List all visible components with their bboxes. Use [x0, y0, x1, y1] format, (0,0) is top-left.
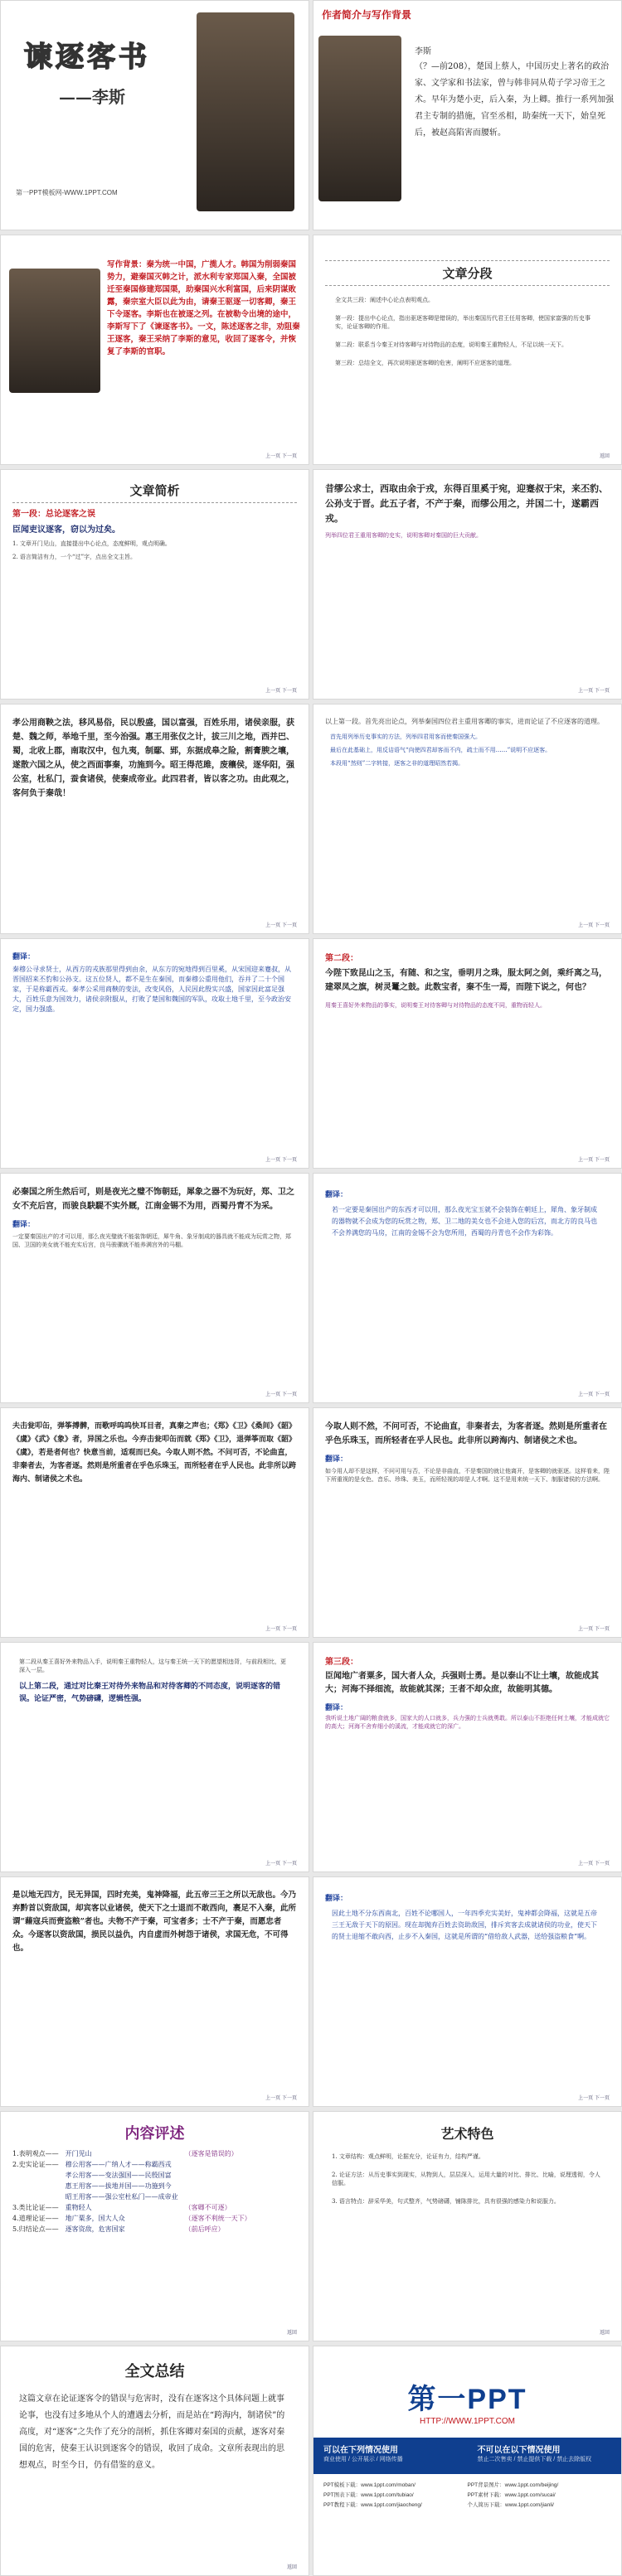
summary-text: 以上第一段。首先亮出论点，列举秦国四位君主重用客卿的事实，进而论证了不应逐客的道理。 [325, 718, 604, 725]
divider [12, 502, 297, 503]
page-nav[interactable]: 上一页 下一页 [265, 453, 297, 459]
slide-summary[interactable] [0, 2346, 309, 2576]
allowed-title: 可以在下列情况使用 [323, 2446, 398, 2455]
review-row [9, 2213, 255, 2224]
classic-text: 今陛下致昆山之玉，有随、和之宝，垂明月之珠，服太阿之剑，乘纤离之马，建翠凤之旗，树灵鼍之鼓。此数宝者，秦不生一焉，而陛下说之，何也？ [325, 969, 607, 992]
translation-label: 翻译： [325, 1191, 348, 1199]
slide-artistic-features[interactable] [313, 2111, 622, 2341]
translation-label: 翻译： [325, 1704, 348, 1712]
division-item: 第三段：总结全文，再次说明驱逐客卿的危害，阐明不应逐客的道理。 [335, 360, 515, 366]
page-nav[interactable]: 上一页 下一页 [578, 1157, 610, 1163]
resource-link[interactable]: PPT图表下载：www.1ppt.com/tubiao/ [323, 2492, 414, 2498]
page-nav[interactable]: 上一页 下一页 [578, 1626, 610, 1632]
review-cell: （逐客是错误的） [184, 2150, 238, 2157]
translation-text: 秦穆公寻求贤士，从西方的戎族那里得到由余，从东方的宛地得到百里奚，从宋国迎来蹇叔，从晋国招来丕豹和公孙支。这五位贤人，都不是生在秦国，而秦穆公重用他们，吞并了二十个国家，于是称霸西戎。秦孝公采用商鞅的变法，改变风俗，人民因此殷实兴盛，国家因此富足强大，百姓乐意为国效力，诸侯亲附服从，打败了楚国和魏国的军队，攻取土地千里，至今政治安定，国力强盛。 [12, 966, 291, 1013]
summary-text: 第二段从秦王喜好外来物品入手，说明秦王重物轻人，这与秦王统一天下的愿望相违背，与前段相比，更深入一层。 [19, 1658, 286, 1673]
page-nav[interactable]: 上一页 下一页 [578, 922, 610, 928]
paragraph-heading: 第二段： [325, 954, 358, 963]
translation-text: 我听说土地广阔的粮食就多，国家大的人口就多，兵力强的士兵就勇敢。所以泰山不拒绝任何土壤，才能成就它的高大；河海不舍弃细小的溪流，才能成就它的深广。 [325, 1715, 610, 1730]
summary-bullet: 本段用“然则”二字转接，逐客之非的道理昭然若揭。 [330, 760, 464, 767]
allowed-item: 网络传播 [379, 2457, 403, 2462]
resource-link[interactable]: PPT教程下载：www.1ppt.com/jiaocheng/ [323, 2502, 422, 2508]
review-row [9, 2224, 255, 2235]
division-item: 全文共三段：阐述中心论点表明观点。 [335, 297, 434, 303]
author-portrait [197, 12, 294, 211]
resource-link[interactable]: PPT模板下载：www.1ppt.com/moban/ [323, 2482, 415, 2488]
divider [325, 285, 610, 286]
review-cell: 穆公用客——广纳人才——称霸西戎 [65, 2161, 172, 2168]
slide-title[interactable] [0, 0, 309, 230]
page-nav[interactable]: 返回 [286, 2330, 297, 2336]
slide-paragraph-division[interactable] [313, 235, 622, 465]
translation-text: 一定要秦国出产的才可以用，那么夜光璧就不能装饰朝廷，犀牛角、象牙制成的器具就不能成为玩赏之物，郑国、卫国的美女就不能充实后宫，良马骏骡就不能养满宫外的马棚。 [12, 1233, 291, 1248]
page-nav[interactable]: 上一页 下一页 [265, 1861, 297, 1867]
slide-translation-3[interactable] [313, 1876, 622, 2107]
page-nav[interactable]: 上一页 下一页 [265, 2095, 297, 2101]
review-cell: 昭王用客——强公室杜私门——成帝业 [65, 2193, 178, 2201]
review-cell: 1.表明观点—— [12, 2150, 59, 2157]
division-item: 第二段：联系当今秦王对待客卿与对待物品的态度，说明秦王重物轻人，不足以统一天下。 [335, 341, 567, 348]
analysis-quote: 臣闻吏议逐客，窃以为过矣。 [12, 525, 120, 535]
watermark-text: 第一PPT模板网-WWW.1PPT.COM [16, 189, 118, 196]
1ppt-logo: 第一PPT [407, 2384, 527, 2415]
forbidden-panel [468, 2438, 622, 2474]
feature-item: 1. 文章结构：观点鲜明，论据充分，论证有力，结构严谨。 [332, 2153, 484, 2160]
page-nav[interactable]: 返回 [599, 453, 610, 459]
page-nav[interactable]: 返回 [599, 2330, 610, 2336]
review-row [9, 2148, 255, 2159]
classic-text: 夫击瓮叩缶，弹筝搏髀，而歌呼呜呜快耳目者，真秦之声也；《郑》《卫》《桑间》《韶》《虞》《武》《象》者，异国之乐也。今弃击瓮叩缶而就《郑》《卫》，退弹筝而取《韶》《虞》，若是者何也？快意当前，适观而已矣。今取人则不然。不问可否，不论曲直，非秦者去，为客者逐。然则是所重者在乎色乐珠玉，而所轻者在乎人民也。此非所以跨海内、制诸侯之术也。 [12, 1422, 297, 1484]
review-cell: （逐客不利统一天下） [184, 2215, 251, 2222]
slide-paragraph-3[interactable] [313, 1642, 622, 1872]
review-tree [9, 2148, 255, 2235]
slide-content-review[interactable] [0, 2111, 309, 2341]
allowed-item: 公开展示 [351, 2457, 375, 2462]
slide-translation-1[interactable] [0, 938, 309, 1169]
page-nav[interactable]: 上一页 下一页 [265, 922, 297, 928]
summary-highlight: 以上第二段，通过对比秦王对待外来物品和对待客卿的不同态度，说明逐客的错误。论证严密，气势磅礴，逻辑性强。 [19, 1683, 281, 1703]
review-cell: 5.归结论点—— [12, 2225, 59, 2233]
page-nav[interactable]: 上一页 下一页 [265, 1626, 297, 1632]
review-cell: （前后呼应） [184, 2225, 225, 2233]
review-cell: 4.道理论证—— [12, 2215, 59, 2222]
author-bio: （？—前208），楚国上蔡人，中国历史上著名的政治家、文学家和书法家，曾与韩非同从荀子学习帝王之术。早年为楚小吏，后入秦，为上卿。推行一系列加强君主专制的措施，官至丞相，助秦统一天下，始皇死后，被赵高陷害而腰斩。 [415, 62, 614, 138]
author-portrait [9, 269, 100, 393]
slide-analysis-2[interactable] [313, 469, 622, 700]
slide-analysis-3[interactable] [0, 704, 309, 934]
analysis-note: 用秦王喜好外来物品的事实，说明秦王对待客卿与对待物品的态度不同，重物而轻人。 [325, 1002, 546, 1009]
translation-label: 翻译： [325, 1455, 348, 1464]
slide-title-heading: 谏逐客书 [24, 41, 150, 74]
slide-paragraph-2[interactable] [313, 938, 622, 1169]
translation-text: 因此土地不分东西南北，百姓不论哪国人，一年四季充实美好，鬼神都会降福，这就是五帝三王无敌于天下的原因。现在却抛弃百姓去资助敌国，排斥宾客去成就诸侯的功业，使天下的贤士退缩不敢向西，止步不入秦国，这就是所谓的“借给敌人武器，送给强盗粮食”啊。 [332, 1910, 597, 1940]
summary-text: 这篇文章在论证逐客令的错误与危害时，没有在逐客这个具体问题上就事论事，也没有过多地从个人的遭遇去分析，而是站在“跨海内，制诸侯”的高度，对“逐客”之失作了充分的剖析，抓住客卿对秦国的贡献，逐客对秦国的危害，使秦王认识到逐客令的错误，收回了成命。文章所表现出的思想观点，时至今日，仍有借鉴的意义。 [19, 2394, 285, 2470]
review-row [9, 2159, 255, 2170]
review-cell: 逐客资敌，危害国家 [65, 2225, 125, 2233]
section-heading: 全文总结 [124, 2363, 185, 2380]
review-cell: 孝公用客——变法强国——民殷国富 [65, 2172, 172, 2179]
review-cell [9, 2181, 62, 2191]
feature-item: 2. 论证方法：从历史事实到现实，从物到人，层层深入，运用大量的对比、排比、比喻，说理透彻，令人信服。 [332, 2172, 600, 2186]
review-cell: 3.类比论证—— [12, 2204, 59, 2211]
1ppt-url[interactable]: HTTP://WWW.1PPT.COM [420, 2417, 515, 2426]
resource-link[interactable]: PPT背景图片：www.1ppt.com/beijing/ [467, 2482, 559, 2488]
slide-paragraph-2c[interactable] [0, 1407, 309, 1638]
section-heading: 文章分段 [442, 266, 493, 281]
slide-author-background[interactable] [313, 0, 622, 230]
page-nav[interactable]: 上一页 下一页 [265, 1157, 297, 1163]
review-cell [182, 2159, 255, 2170]
forbidden-item: 禁止提供下载 [517, 2457, 552, 2462]
usage-panel [313, 2438, 621, 2474]
review-cell [182, 2191, 255, 2202]
forbidden-items: 禁止二次售卖 / 禁止提供下载 / 禁止去除版权 [477, 2457, 592, 2462]
forbidden-title: 不可以在以下情况使用 [477, 2446, 561, 2455]
divider [325, 260, 610, 261]
review-cell: 重物轻人 [65, 2204, 92, 2211]
classic-text: 昔缪公求士，西取由余于戎，东得百里奚于宛，迎蹇叔于宋，来丕豹、公孙支于晋。此五子者，不产于秦，而缪公用之，并国二十，遂霸西戎。 [325, 483, 608, 524]
review-cell [9, 2191, 62, 2202]
slide-paragraph-2b[interactable] [0, 1173, 309, 1403]
page-nav[interactable]: 上一页 下一页 [578, 1861, 610, 1867]
review-row [9, 2181, 255, 2191]
page-nav[interactable]: 上一页 下一页 [578, 2095, 610, 2101]
review-cell: 开门见山 [65, 2150, 92, 2157]
page-nav[interactable]: 上一页 下一页 [578, 688, 610, 694]
review-cell: 2.史实论证—— [12, 2161, 59, 2168]
slide-title-author: ——李斯 [59, 87, 125, 107]
section-heading: 内容评述 [124, 2125, 185, 2143]
part-label: 第一段：总论逐客之误 [12, 510, 95, 519]
section-heading: 艺术特色 [440, 2126, 494, 2142]
review-row [9, 2191, 255, 2202]
slide-paragraph-3b[interactable] [0, 1876, 309, 2107]
author-heading: 作者简介与写作背景 [322, 9, 412, 21]
allowed-item: 商业使用 [323, 2457, 347, 2462]
classic-text: 今取人则不然，不问可否，不论曲直，非秦者去，为客者逐。然则是所重者在乎色乐珠玉，而所轻者在乎人民也。此非所以跨海内、制诸侯之术也。 [325, 1422, 607, 1445]
classic-text: 是以地无四方，民无异国，四时充美，鬼神降福，此五帝三王之所以无敌也。今乃弃黔首以资敌国，却宾客以业诸侯，使天下之士退而不敢西向，裹足不入秦，此所谓“藉寇兵而赍盗粮”者也。夫物不产于秦，可宝者多；士不产于秦，而愿忠者众。今逐客以资敌国，损民以益仇，内自虚而外树怨于诸侯，求国无危，不可得也。 [12, 1891, 297, 1953]
resource-link[interactable]: 个人简历下载：www.1ppt.com/jianli/ [467, 2502, 554, 2508]
review-cell [9, 2170, 62, 2181]
page-nav[interactable]: 上一页 下一页 [265, 688, 297, 694]
allowed-items: 商业使用 / 公开展示 / 网络传播 [323, 2457, 403, 2462]
forbidden-item: 禁止二次售卖 [477, 2457, 513, 2462]
review-cell: 惠王用客——拔地并国——功施到今 [65, 2182, 172, 2190]
writing-background-text: 写作背景：秦为统一中国，广揽人才。韩国为削弱秦国势力，避秦国灭韩之计，派水利专家郑国入秦，全国被迁至秦国修建郑国渠，助秦国兴水利富国，后来阴谋败露，秦宗室大臣以此为由，请秦王驱逐一切客卿，秦王下令逐客。李斯也在被逐之列。在被勒令出境的途中，李斯写下了《谏逐客书》。一文，陈述逐客之非，劝阻秦王逐客，秦王采纳了李斯的意见，收回了逐客令，并恢复了李斯的官职。 [107, 260, 300, 356]
translation-text: 如今用人却不是这样，不问可用与否，不论是非曲直，不是秦国的就让他离开，是客卿的就驱逐。这样看来，陛下所重视的是女色、音乐、珍珠、美玉，而所轻视的却是人才啊。这不是用来统一天下、制服诸侯的方法啊。 [325, 1468, 610, 1483]
analysis-item: 2. 语言简洁有力，一个“过”字，点出全文主旨。 [12, 554, 137, 560]
review-cell [182, 2181, 255, 2191]
paragraph-heading: 第三段： [325, 1658, 358, 1667]
resource-links [313, 2474, 621, 2515]
translation-label: 翻译： [325, 1895, 348, 1903]
page-nav[interactable]: 上一页 下一页 [578, 1392, 610, 1397]
slide-translation-2[interactable] [313, 1173, 622, 1403]
summary-bullet: 最后在此基础上，用反诘语气“向使四君却客而不内，疏士而不用……”说明不应逐客。 [330, 747, 552, 753]
page-nav[interactable]: 上一页 下一页 [265, 1392, 297, 1397]
review-cell: （客卿不可逐） [184, 2204, 231, 2211]
forbidden-item: 禁止去除版权 [556, 2457, 592, 2462]
classic-text: 孝公用商鞅之法，移风易俗，民以殷盛，国以富强，百姓乐用，诸侯亲服，获楚、魏之师，举地千里，至今治强。惠王用张仪之计，拔三川之地，西并巴、蜀，北收上郡，南取汉中，包九夷，制鄢、郢，东据成皋之险，割膏腴之壤，遂散六国之从，使之西面事秦，功施到今。昭王得范雎，废穰侯，逐华阳，强公室，杜私门，蚕食诸侯，使秦成帝业。此四君者，皆以客之功。由此观之，客何负于秦哉！ [12, 719, 294, 798]
translation-label: 翻译： [12, 1221, 36, 1229]
classic-text: 臣闻地广者粟多，国大者人众，兵强则士勇。是以泰山不让土壤，故能成其大；河海不择细流，故能就其深；王者不却众庶，故能明其德。 [325, 1672, 599, 1694]
page-nav[interactable]: 返回 [286, 2564, 297, 2570]
slide-paragraph-2d[interactable] [313, 1407, 622, 1638]
analysis-note: 列举四位君王重用客卿的史实，说明客卿对秦国的巨大贡献。 [325, 532, 482, 539]
slide-writing-background[interactable] [0, 235, 309, 465]
division-list [313, 289, 621, 374]
slide-analysis-4[interactable] [313, 704, 622, 934]
allowed-panel [313, 2438, 468, 2474]
review-cell [182, 2170, 255, 2181]
slide-1ppt-ad[interactable] [313, 2346, 622, 2576]
author-portrait [318, 36, 401, 201]
review-row [9, 2170, 255, 2181]
translation-label: 翻译： [12, 953, 36, 961]
resource-link[interactable]: PPT素材下载：www.1ppt.com/sucai/ [467, 2492, 556, 2498]
review-row [9, 2202, 255, 2213]
author-name: 李斯 [415, 47, 431, 56]
translation-text: 若一定要是秦国出产的东西才可以用，那么夜光宝玉就不会装饰在朝廷上，犀角、象牙制成的器物就不会成为您的玩赏之物，郑、卫二地的美女也不会进入您的后宫，而北方的良马也不会养满您的马房，江南的金锡不会为您所用，西蜀的丹青也不会作为彩饰。 [332, 1206, 597, 1237]
review-cell: 地广粟多，国大人众 [65, 2215, 125, 2222]
summary-bullet: 首先用列举历史事实的方法，列举四君用客而使秦国强大。 [330, 734, 481, 740]
feature-item: 3. 语言特点：辞采华美，句式整齐，气势磅礴，铺陈排比，具有很强的感染力和说服力。 [332, 2198, 560, 2205]
analysis-item: 1. 文章开门见山，直接提出中心论点，态度鲜明，观点明确。 [12, 540, 171, 547]
section-heading: 文章简析 [129, 483, 180, 498]
division-item: 第一段：提出中心论点，指出驱逐客卿是错误的，举出秦国历代君王任用客卿，使国家富强的历史事实，论证客卿的作用。 [335, 315, 590, 330]
slide-paragraph-2-summary[interactable] [0, 1642, 309, 1872]
classic-text: 必秦国之所生然后可，则是夜光之璧不饰朝廷，犀象之器不为玩好，郑、卫之女不充后宫，而骏良駃騠不实外厩，江南金锡不为用，西蜀丹青不为采。 [12, 1188, 294, 1211]
slide-analysis-1[interactable] [0, 469, 309, 700]
